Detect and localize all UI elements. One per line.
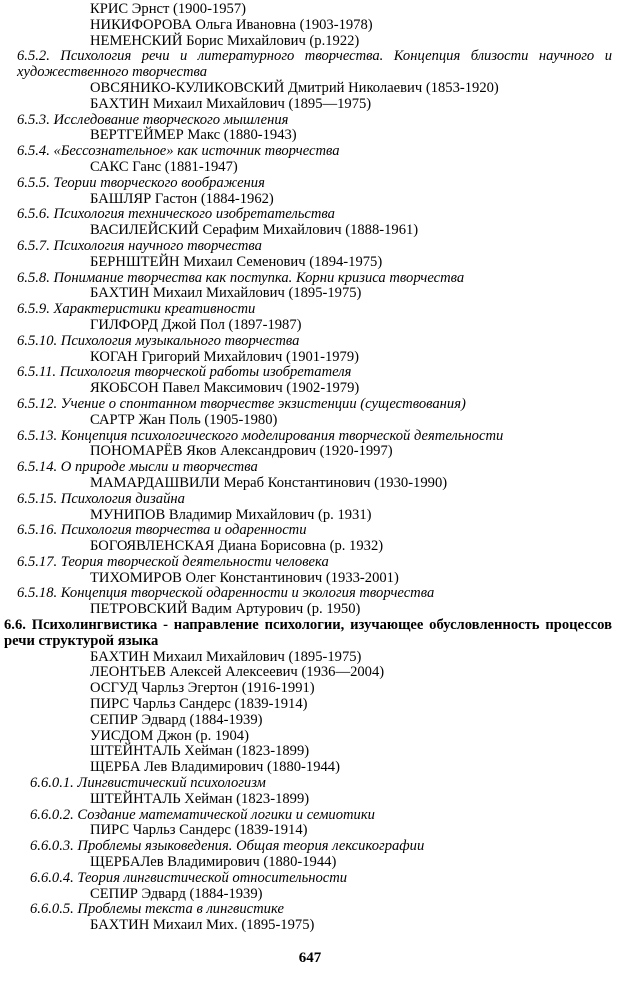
text-line: БАХТИН Михаил Мих. (1895-1975) (90, 917, 315, 934)
text-line: БОГОЯВЛЕНСКАЯ Диана Борисовна (р. 1932) (90, 538, 384, 555)
text-line: 6.6.0.5. Проблемы текста в лингвистике (30, 901, 284, 918)
document-lines (0, 2, 620, 934)
text-line: САРТР Жан Поль (1905-1980) (90, 411, 278, 428)
text-line: 6.5.11. Психология творческой работы изобретателя (17, 364, 352, 381)
text-line: 6.5.9. Характеристики креативности (17, 301, 256, 318)
text-line: НЕМЕНСКИЙ Борис Михайлович (р.1922) (90, 32, 360, 49)
text-line: УИСДОМ Джон (р. 1904) (90, 727, 249, 744)
text-line: ВАСИЛЕЙСКИЙ Серафим Михайлович (1888-1961) (90, 222, 419, 239)
text-line: ВЕРТГЕЙМЕР Макс (1880-1943) (90, 127, 297, 144)
text-line: 6.6.0.1. Лингвистический психологизм (30, 775, 266, 792)
text-line: БАХТИН Михаил Михайлович (1895-1975) (90, 648, 362, 665)
text-line: 6.5.12. Учение о спонтанном творчестве экзистенции (существования) (17, 395, 466, 412)
text-line: МАМАРДАШВИЛИ Мераб Константинович (1930-1990) (90, 474, 448, 491)
text-line: 6.5.17. Теория творческой деятельности человека (17, 553, 329, 570)
text-line: 6.5.10. Психология музыкального творчества (17, 332, 300, 349)
text-line: ПИРС Чарльз Сандерс (1839-1914) (90, 696, 308, 713)
text-line: 6.5.7. Психология научного творчества (17, 237, 262, 254)
text-line: ЯКОБСОН Павел Максимович (1902-1979) (90, 380, 360, 397)
text-line: ПОНОМАРЁВ Яков Александрович (1920-1997) (90, 443, 393, 460)
text-line: ТИХОМИРОВ Олег Константинович (1933-2001) (90, 569, 399, 586)
document-page (0, 2, 620, 991)
text-line: 6.5.3. Исследование творческого мышления (17, 111, 289, 128)
text-line: 6.6.0.4. Теория лингвистической относительности (30, 869, 348, 886)
text-line: ОСГУД Чарльз Эгертон (1916-1991) (90, 680, 315, 697)
text-line: ЩЕРБА Лев Владимирович (1880-1944) (90, 759, 340, 776)
text-line: ПЕТРОВСКИЙ Вадим Артурович (р. 1950) (90, 601, 361, 618)
text-line: БАШЛЯР Гастон (1884-1962) (90, 190, 274, 207)
text-line: 6.6.0.3. Проблемы языковедения. Общая теория лексикографии (30, 838, 425, 855)
text-line: 6.5.14. О природе мысли и творчества (17, 459, 258, 476)
text-line: 6.5.5. Теории творческого воображения (17, 174, 265, 191)
text-line: ГИЛФОРД Джой Пол (1897-1987) (90, 316, 302, 333)
text-line: 6.5.2. Психология речи и литературного творчества. Концепция близости научного и художественного творчества (17, 48, 612, 81)
text-line: ЛЕОНТЬЕВ Алексей Алексеевич (1936—2004) (90, 664, 385, 681)
text-line: БАХТИН Михаил Михайлович (1895—1975) (90, 95, 372, 112)
text-line: 6.5.6. Психология технического изобретательства (17, 206, 335, 223)
text-line: ШТЕЙНТАЛЬ Хейман (1823-1899) (90, 790, 310, 807)
text-line: КРИС Эрнст (1900-1957) (90, 1, 246, 17)
text-line: ЩЕРБАЛев Владимирович (1880-1944) (90, 854, 337, 871)
text-line: 6.5.8. Понимание творчества как поступка. Корни кризиса творчества (17, 269, 465, 286)
text-line: 6.5.15. Психология дизайна (17, 490, 185, 507)
text-line: НИКИФОРОВА Ольга Ивановна (1903-1978) (90, 16, 373, 33)
text-line: ШТЕЙНТАЛЬ Хейман (1823-1899) (90, 743, 310, 760)
text-line: 6.5.18. Концепция творческой одаренности и экология творчества (17, 585, 435, 602)
text-line: СЕПИР Эдвард (1884-1939) (90, 711, 263, 728)
text-line: 6.6.0.2. Создание математической логики и семиотики (30, 806, 375, 823)
text-line: 6.5.13. Концепция психологического моделирования творческой деятельности (17, 427, 504, 444)
page-number: 647 (298, 950, 322, 966)
text-line: ПИРС Чарльз Сандерс (1839-1914) (90, 822, 308, 839)
text-line: 6.6. Психолингвистика - направление психологии, изучающее обусловленность процессов речи структурой языка (4, 617, 612, 649)
text-line: 6.5.4. «Бессознательное» как источник творчества (17, 143, 340, 160)
text-line: КОГАН Григорий Михайлович (1901-1979) (90, 348, 359, 365)
text-line: САКС Ганс (1881-1947) (90, 158, 238, 175)
text-line: ОВСЯНИКО-КУЛИКОВСКИЙ Дмитрий Николаевич (1853-1920) (90, 79, 499, 96)
text-line: 6.5.16. Психология творчества и одаренности (17, 522, 307, 539)
text-line: БЕРНШТЕЙН Михаил Семенович (1894-1975) (90, 253, 383, 270)
text-line: СЕПИР Эдвард (1884-1939) (90, 885, 263, 902)
text-line: БАХТИН Михаил Михайлович (1895-1975) (90, 285, 362, 302)
text-line: МУНИПОВ Владимир Михайлович (р. 1931) (90, 506, 372, 523)
